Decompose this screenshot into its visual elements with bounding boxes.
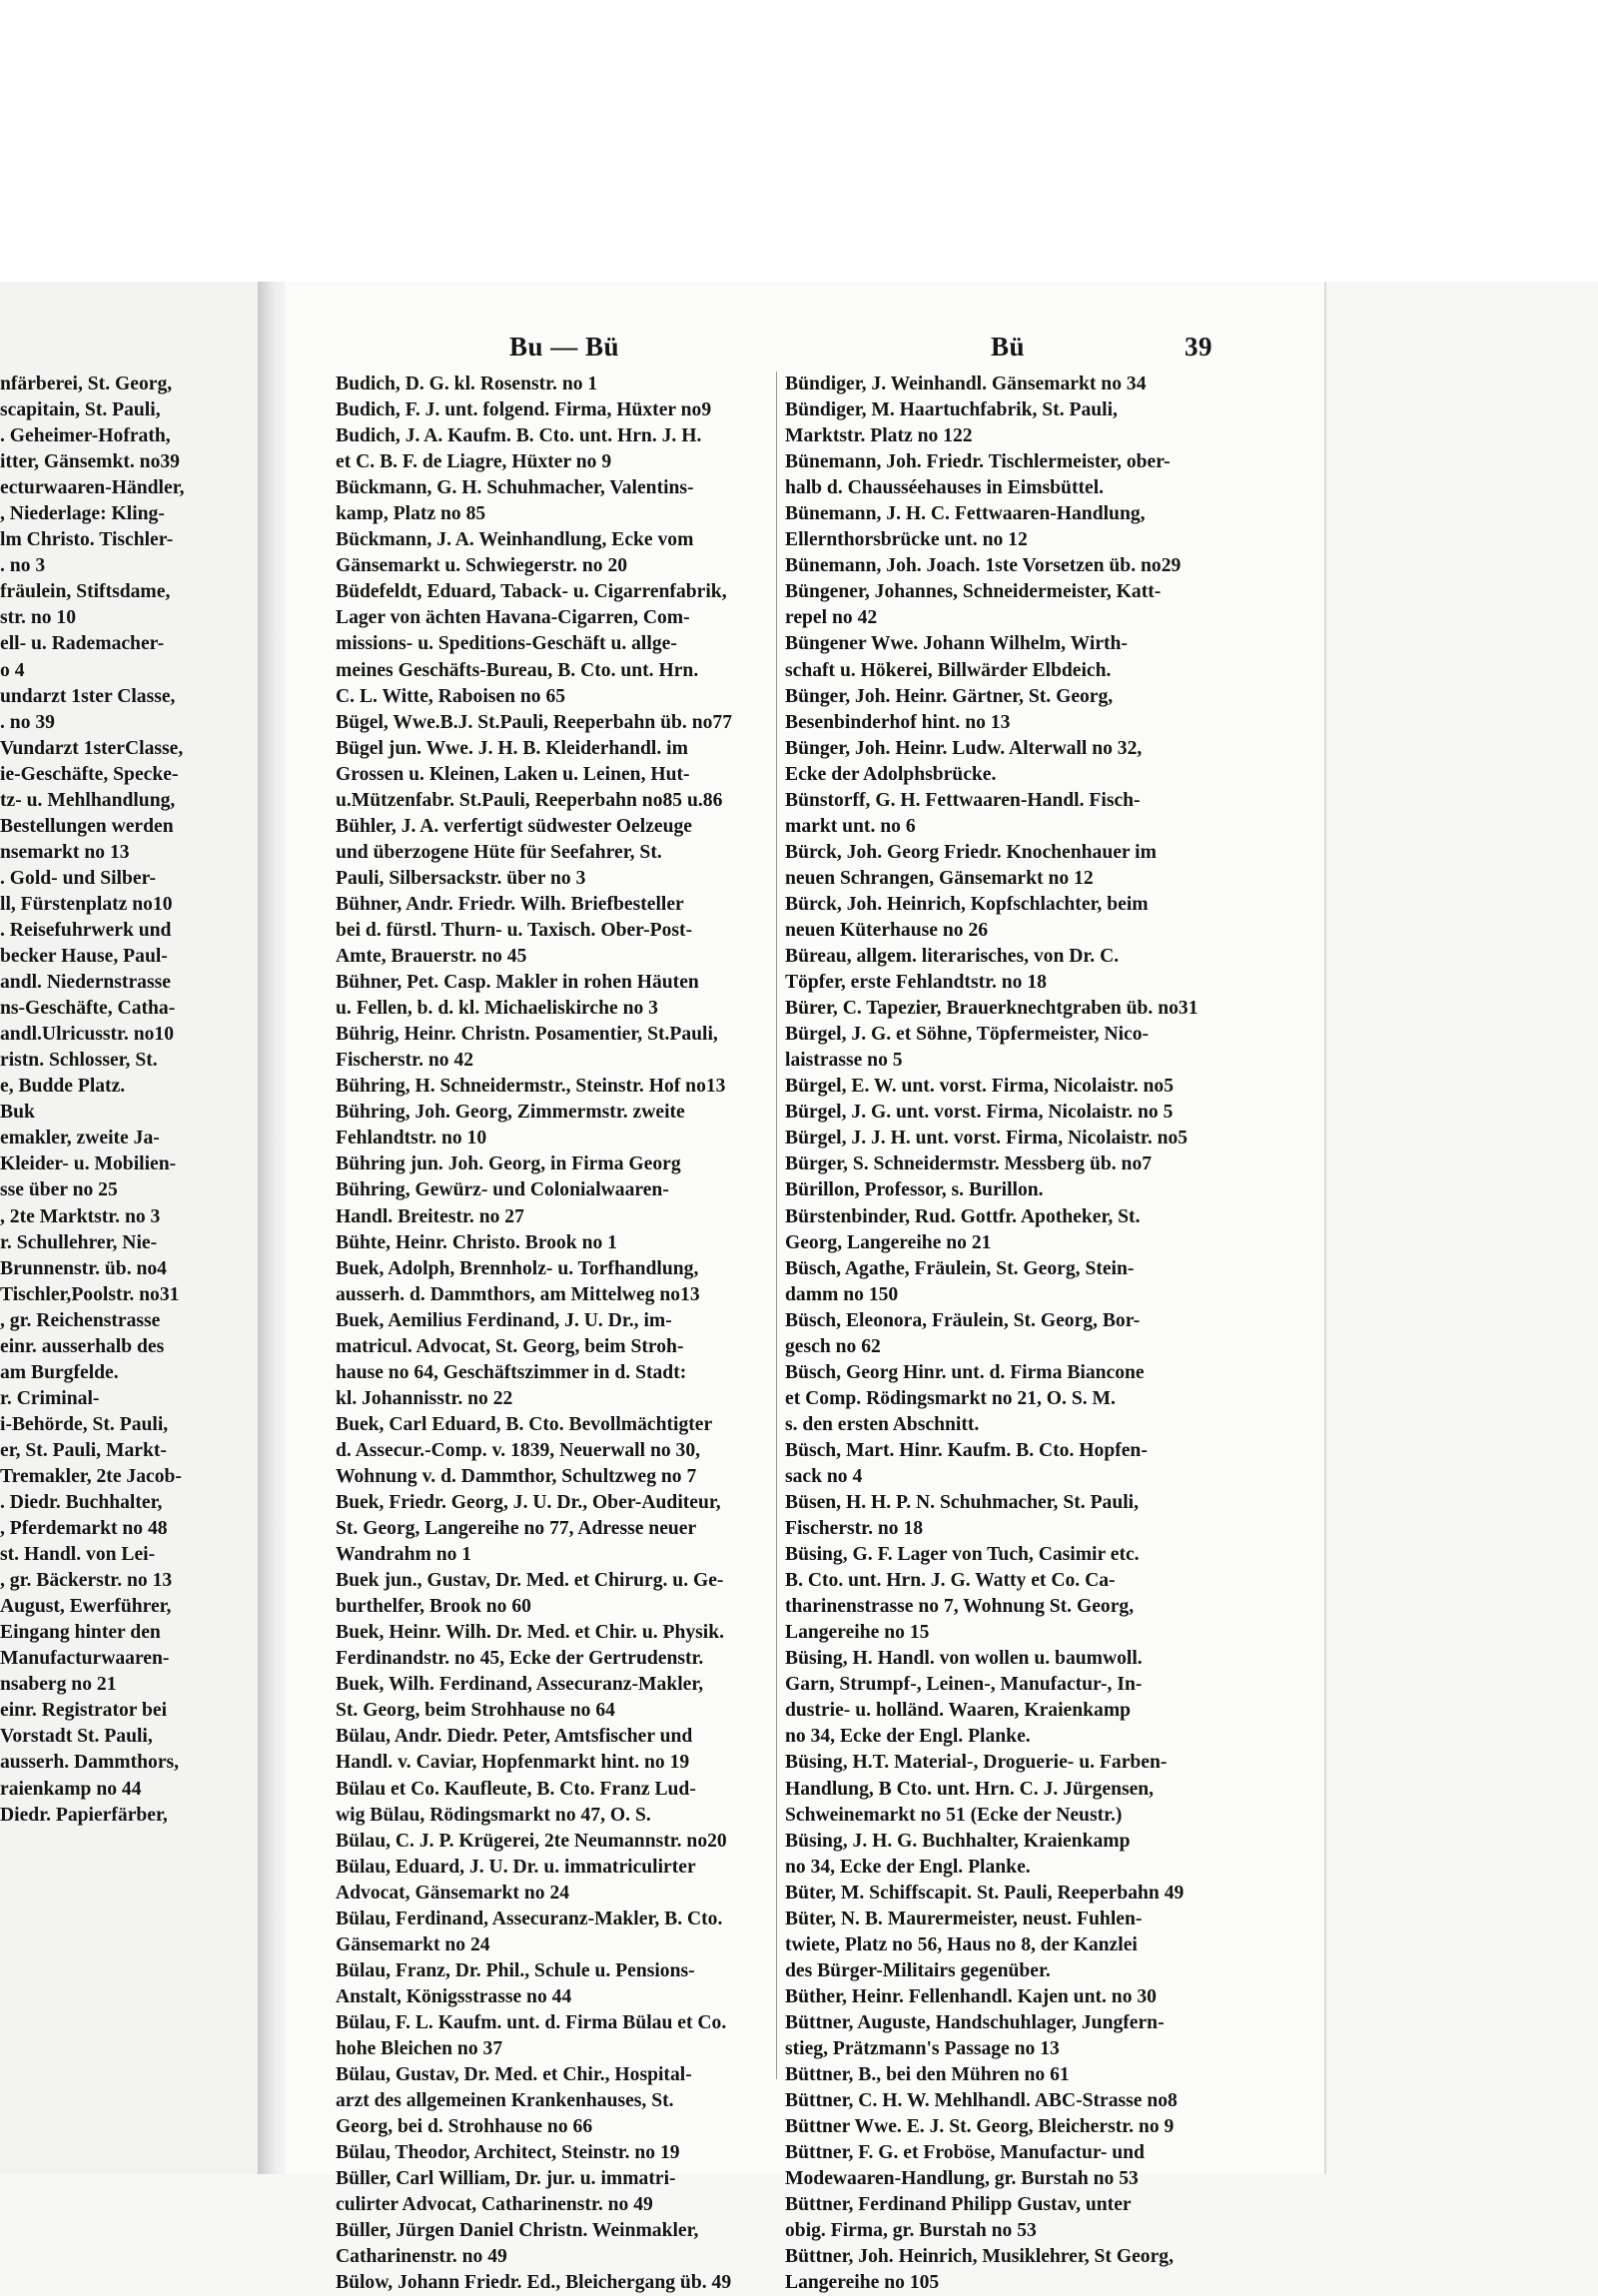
directory-entry-line: Bühring, Joh. Georg, Zimmermstr. zweite [336,1102,685,1124]
previous-page-line: e, Budde Platz. [0,1076,126,1098]
directory-entry-line: Bügel, Wwe.B.J. St.Pauli, Reeperbahn üb. no77 [336,711,733,733]
previous-page-line: Vorstadt St. Pauli, [0,1726,153,1748]
directory-entry-line: Ellernthorsbrücke unt. no 12 [785,529,1028,551]
directory-entry-line: u. Fellen, b. d. kl. Michaeliskirche no 3 [336,998,658,1020]
directory-entry-line: Bürillon, Professor, s. Burillon. [785,1179,1044,1201]
directory-entry-line: kamp, Platz no 85 [336,503,486,525]
directory-entry-line: et C. B. F. de Liagre, Hüxter no 9 [336,451,612,473]
directory-entry-line: Bülau, Ferdinand, Assecuranz-Makler, B. Cto. [336,1908,723,1929]
previous-page-line: ie-Geschäfte, Specke- [0,763,179,785]
directory-entry-line: Budich, D. G. kl. Rosenstr. no 1 [336,374,598,394]
directory-entry-line: Büsch, Georg Hinr. unt. d. Firma Biancone [785,1361,1145,1383]
previous-page-line: Brunnenstr. üb. no4 [0,1257,167,1279]
directory-entry-line: C. L. Witte, Raboisen no 65 [336,685,566,707]
previous-page-line: i-Behörde, St. Pauli, [0,1413,169,1435]
directory-entry-line: Büsch, Eleonora, Fräulein, St. Georg, Bor- [785,1309,1141,1331]
directory-entry-line: Bülau, Gustav, Dr. Med. et Chir., Hospital- [336,2064,692,2086]
directory-entry-line: Bülau, Andr. Diedr. Peter, Amtsfischer und [336,1726,693,1748]
directory-entry-line: Modewaaren-Handlung, gr. Burstah no 53 [785,2168,1139,2190]
directory-entry-line: St. Georg, Langereihe no 77, Adresse neuer [336,1518,697,1540]
directory-entry-line: Bückmann, J. A. Weinhandlung, Ecke vom [336,529,694,551]
directory-entry-line: Bühring jun. Joh. Georg, in Firma Georg [336,1153,681,1175]
previous-page-line: undarzt 1ster Classe, [0,685,176,707]
previous-page-line: ns-Geschäfte, Catha- [0,998,176,1020]
previous-page-line: ll, Fürstenplatz no10 [0,893,173,915]
previous-page-line: emakler, zweite Ja- [0,1128,160,1149]
directory-entry-line: Bührig, Heinr. Christn. Posamentier, St.Pauli, [336,1024,718,1046]
previous-page-line: Buk [0,1102,35,1124]
directory-entry-line: Büsen, H. H. P. N. Schuhmacher, St. Pauli, [785,1492,1140,1514]
directory-entry-line: Bünger, Joh. Heinr. Ludw. Alterwall no 32, [785,737,1143,759]
previous-page-line: einr. Registrator bei [0,1700,168,1722]
directory-entry-line: Bündiger, M. Haartuchfabrik, St. Pauli, [785,399,1118,421]
directory-entry-line: Bürgel, J. G. unt. vorst. Firma, Nicolaistr. no 5 [785,1102,1174,1124]
entries-column-left [336,372,769,2296]
directory-entry-line: Bühler, J. A. verfertigt südwester Oelzeuge [336,815,692,837]
directory-entry-line: Besenbinderhof hint. no 13 [785,711,1011,733]
directory-entry-line: Amte, Brauerstr. no 45 [336,946,527,968]
directory-entry-line: Bürgel, J. J. H. unt. vorst. Firma, Nicolaistr. no5 [785,1128,1189,1149]
directory-entry-line: Georg, bei d. Strohhause no 66 [336,2116,593,2138]
directory-entry-line: B. Cto. unt. Hrn. J. G. Watty et Co. Ca- [785,1570,1116,1592]
previous-page-line: fräulein, Stiftsdame, [0,581,171,603]
previous-page-line: einr. ausserhalb des [0,1335,165,1357]
directory-entry-line: Buek, Aemilius Ferdinand, J. U. Dr., im- [336,1309,672,1331]
previous-page-line: str. no 10 [0,607,77,629]
directory-entry-line: Advocat, Gänsemarkt no 24 [336,1882,570,1904]
directory-entry-line: stieg, Prätzmann's Passage no 13 [785,2038,1060,2059]
directory-entry-line: Handl. Breitestr. no 27 [336,1205,524,1227]
previous-page-line: ecturwaaren-Händler, [0,477,185,499]
directory-entry-line: Büsing, H. Handl. von wollen u. baumwoll. [785,1648,1143,1670]
directory-entry-line: Buek, Wilh. Ferdinand, Assecuranz-Makler, [336,1674,704,1696]
directory-entry-line: Pauli, Silbersackstr. über no 3 [336,867,586,889]
previous-page-line: itter, Gänsemkt. no39 [0,451,180,473]
directory-entry-line: u.Mützenfabr. St.Pauli, Reeperbahn no85 u.86 [336,789,723,811]
directory-entry-line: missions- u. Speditions-Geschäft u. allge- [336,633,677,655]
directory-entry-line: Büsch, Agathe, Fräulein, St. Georg, Stein- [785,1257,1135,1279]
previous-page-line: tz- u. Mehlhandlung, [0,789,176,811]
directory-entry-line: Lager von ächten Havana-Cigarren, Com- [336,607,690,629]
directory-entry-line: Büter, M. Schiffscapit. St. Pauli, Reeperbahn 49 [785,1882,1185,1904]
directory-entry-line: Büttner, Auguste, Handschuhlager, Jungfern- [785,2011,1165,2033]
directory-entry-line: Bülau, Theodor, Architect, Steinstr. no 19 [336,2142,680,2164]
directory-entry-line: Bühte, Heinr. Christo. Brook no 1 [336,1231,617,1253]
previous-page-line: am Burgfelde. [0,1361,119,1383]
directory-entry-line: Bürgel, E. W. unt. vorst. Firma, Nicolaistr. no5 [785,1076,1174,1098]
directory-entry-line: Buek, Carl Eduard, B. Cto. Bevollmächtigter [336,1413,713,1435]
directory-entry-line: Catharinenstr. no 49 [336,2246,507,2268]
directory-entry-line: Büttner, C. H. W. Mehlhandl. ABC-Strasse no8 [785,2090,1178,2112]
directory-entry-line: Wandrahm no 1 [336,1544,472,1566]
directory-entry-line: Bürger, S. Schneidermstr. Messberg üb. no7 [785,1153,1153,1175]
directory-entry-line: Gänsemarkt no 24 [336,1933,490,1955]
previous-page-line: Bestellungen werden [0,815,174,837]
directory-entry-line: Bügel jun. Wwe. J. H. B. Kleiderhandl. im [336,737,688,759]
previous-page-line: Diedr. Papierfärber, [0,1804,168,1826]
directory-entry-line: Büsch, Mart. Hinr. Kaufm. B. Cto. Hopfen- [785,1439,1148,1461]
previous-page-line: . Gold- und Silber- [0,867,157,889]
directory-entry-line: gesch no 62 [785,1335,881,1357]
directory-entry-line: repel no 42 [785,607,878,629]
directory-entry-line: Fehlandtstr. no 10 [336,1128,487,1149]
previous-page-line: , gr. Reichenstrasse [0,1309,161,1331]
previous-page-line: andl.Ulricusstr. no10 [0,1024,175,1046]
previous-page-line: Kleider- u. Mobilien- [0,1153,177,1175]
directory-entry-line: ausserh. d. Dammthors, am Mittelweg no13 [336,1283,700,1305]
column-divider [776,372,777,2079]
directory-entry-line: et Comp. Rödingsmarkt no 21, O. S. M. [785,1387,1116,1409]
directory-entry-line: Buek, Friedr. Georg, J. U. Dr., Ober-Auditeur, [336,1492,721,1514]
directory-entry-line: Bühring, H. Schneidermstr., Steinstr. Hof no13 [336,1076,726,1098]
directory-entry-line: schaft u. Hökerei, Billwärder Elbdeich. [785,659,1112,681]
directory-entry-line: Bülau, C. J. P. Krügerei, 2te Neumannstr. no20 [336,1830,727,1852]
directory-entry-line: hause no 64, Geschäftszimmer in d. Stadt: [336,1361,687,1383]
previous-page-line: andl. Niedernstrasse [0,972,171,994]
directory-entry-line: Georg, Langereihe no 21 [785,1231,992,1253]
directory-entry-line: obig. Firma, gr. Burstah no 53 [785,2220,1037,2242]
directory-entry-line: Büller, Jürgen Daniel Christn. Weinmakler, [336,2220,699,2242]
directory-entry-line: Büdefeldt, Eduard, Taback- u. Cigarrenfabrik, [336,581,727,603]
directory-entry-line: Bühner, Pet. Casp. Makler in rohen Häuten [336,972,699,994]
directory-entry-line: Bürck, Joh. Georg Friedr. Knochenhauer im [785,841,1157,863]
previous-page-line: Tremakler, 2te Jacob- [0,1465,182,1487]
directory-entry-line: Schweinemarkt no 51 (Ecke der Neustr.) [785,1804,1123,1826]
directory-entry-line: tharinenstrasse no 7, Wohnung St. Georg, [785,1596,1135,1618]
previous-page-line: August, Ewerführer, [0,1596,172,1618]
directory-entry-line: Bückmann, G. H. Schuhmacher, Valentins- [336,477,694,499]
directory-entry-line: Fischerstr. no 42 [336,1050,474,1072]
directory-entry-line: und überzogene Hüte für Seefahrer, St. [336,841,662,863]
directory-entry-line: Langereihe no 15 [785,1622,930,1644]
directory-entry-line: Büsing, H.T. Material-, Droguerie- u. Farben- [785,1752,1168,1774]
directory-entry-line: damm no 150 [785,1283,899,1305]
previous-page-line: Vundarzt 1sterClasse, [0,737,184,759]
directory-entry-line: Bündiger, J. Weinhandl. Gänsemarkt no 34 [785,374,1147,394]
directory-entry-line: Anstalt, Königsstrasse no 44 [336,1985,572,2007]
directory-entry-line: arzt des allgemeinen Krankenhauses, St. [336,2090,674,2112]
directory-entry-line: Budich, F. J. unt. folgend. Firma, Hüxter no9 [336,399,712,421]
directory-entry-line: halb d. Chausséehauses in Eimsbüttel. [785,477,1105,499]
directory-entry-line: neuen Schrangen, Gänsemarkt no 12 [785,867,1094,889]
previous-page-line: raienkamp no 44 [0,1778,142,1800]
previous-page-line: . Reisefuhrwerk und [0,919,172,941]
directory-entry-line: laistrasse no 5 [785,1050,903,1072]
directory-entry-line: culirter Advocat, Catharinenstr. no 49 [336,2194,653,2216]
directory-entry-line: s. den ersten Abschnitt. [785,1413,980,1435]
directory-entry-line: Büttner, Ferdinand Philipp Gustav, unter [785,2194,1132,2216]
directory-entry-line: Bühner, Andr. Friedr. Wilh. Briefbesteller [336,893,684,915]
directory-entry-line: Bürer, C. Tapezier, Brauerknechtgraben üb. no31 [785,998,1198,1020]
directory-entry-line: Büngener Wwe. Johann Wilhelm, Wirth- [785,633,1128,655]
directory-entry-line: markt unt. no 6 [785,815,916,837]
previous-page-line: o 4 [0,659,25,681]
previous-page-line: nsemarkt no 13 [0,841,130,863]
directory-entry-line: neuen Küterhause no 26 [785,919,989,941]
previous-page-line: , 2te Marktstr. no 3 [0,1205,161,1227]
previous-page-line: er, St. Pauli, Markt- [0,1439,167,1461]
directory-entry-line: Buek, Heinr. Wilh. Dr. Med. et Chir. u. Physik. [336,1622,725,1644]
directory-entry-line: Bünemann, Joh. Friedr. Tischlermeister, ober- [785,451,1171,473]
directory-entry-line: Bünstorff, G. H. Fettwaaren-Handl. Fisch- [785,789,1141,811]
previous-page-line: nfärberei, St. Georg, [0,374,173,394]
previous-page-line: . no 3 [0,555,46,577]
directory-entry-line: meines Geschäfts-Bureau, B. Cto. unt. Hrn. [336,659,699,681]
directory-entry-line: Ferdinandstr. no 45, Ecke der Gertrudenstr. [336,1648,704,1670]
directory-entry-line: Büther, Heinr. Fellenhandl. Kajen unt. no 30 [785,1985,1157,2007]
directory-entry-line: Büller, Carl William, Dr. jur. u. immatri- [336,2168,676,2190]
previous-page-column [0,372,250,1829]
page-number: 39 [1185,332,1212,362]
directory-entry-line: Gänsemarkt u. Schwiegerstr. no 20 [336,555,628,577]
previous-page-line: ristn. Schlosser, St. [0,1050,158,1072]
directory-entry-line: Bülau et Co. Kaufleute, B. Cto. Franz Lud- [336,1778,696,1800]
running-head-left: Bu — Bü [509,332,620,362]
directory-entry-line: Bülau, Eduard, J. U. Dr. u. immatriculirter [336,1856,696,1878]
directory-entry-line: hohe Bleichen no 37 [336,2038,503,2059]
entries-column-right [785,372,1214,2296]
directory-entry-line: kl. Johannisstr. no 22 [336,1387,513,1409]
directory-entry-line: Ecke der Adolphsbrücke. [785,763,997,785]
directory-entry-line: Bürck, Joh. Heinrich, Kopfschlachter, beim [785,893,1149,915]
directory-entry-line: Büngener, Johannes, Schneidermeister, Katt- [785,581,1162,603]
directory-entry-line: Handl. v. Caviar, Hopfenmarkt hint. no 19 [336,1752,690,1774]
directory-entry-line: sack no 4 [785,1465,863,1487]
directory-entry-line: Buek, Adolph, Brennholz- u. Torfhandlung, [336,1257,699,1279]
directory-entry-line: Büsing, G. F. Lager von Tuch, Casimir etc. [785,1544,1140,1566]
directory-entry-line: no 34, Ecke der Engl. Planke. [785,1856,1031,1878]
directory-entry-line: Bülau, F. L. Kaufm. unt. d. Firma Bülau et Co. [336,2011,727,2033]
directory-entry-line: Garn, Strumpf-, Leinen-, Manufactur-, In- [785,1674,1143,1696]
previous-page-line: Manufacturwaaren- [0,1648,170,1670]
directory-entry-line: bei d. fürstl. Thurn- u. Taxisch. Ober-Post- [336,919,693,941]
directory-entry-line: St. Georg, beim Strohhause no 64 [336,1700,615,1722]
blank-top-margin [0,0,1598,282]
directory-entry-line: Wohnung v. d. Dammthor, Schultzweg no 7 [336,1465,697,1487]
directory-entry-line: Töpfer, erste Fehlandtstr. no 18 [785,972,1047,994]
previous-page-line: . Geheimer-Hofrath, [0,425,171,447]
directory-entry-line: matricul. Advocat, St. Georg, beim Stroh- [336,1335,684,1357]
previous-page-line: Eingang hinter den [0,1622,161,1644]
previous-page-line: lm Christo. Tischler- [0,529,174,551]
previous-page-line: r. Schullehrer, Nie- [0,1231,158,1253]
previous-page-line: . Diedr. Buchhalter, [0,1492,163,1514]
directory-entry-line: Bünemann, J. H. C. Fettwaaren-Handlung, [785,503,1146,525]
directory-entry-line: des Bürger-Militairs gegenüber. [785,1959,1051,1981]
directory-entry-line: Handlung, B Cto. unt. Hrn. C. J. Jürgensen, [785,1778,1155,1800]
directory-entry-line: burthelfer, Brook no 60 [336,1596,531,1618]
directory-entry-line: wig Bülau, Rödingsmarkt no 47, O. S. [336,1804,651,1826]
directory-entry-line: Büter, N. B. Maurermeister, neust. Fuhlen- [785,1908,1143,1929]
directory-entry-line: Langereihe no 105 [785,2272,940,2294]
directory-entry-line: Bühring, Gewürz- und Colonialwaaren- [336,1179,669,1201]
directory-entry-line: no 34, Ecke der Engl. Planke. [785,1726,1031,1748]
previous-page-line: , Pferdemarkt no 48 [0,1518,168,1540]
directory-entry-line: Bülau, Franz, Dr. Phil., Schule u. Pensions- [336,1959,695,1981]
previous-page-line: st. Handl. von Lei- [0,1544,156,1566]
directory-entry-line: Grossen u. Kleinen, Laken u. Leinen, Hut- [336,763,690,785]
previous-page-line: r. Criminal- [0,1387,100,1409]
directory-entry-line: Büreau, allgem. literarisches, von Dr. C. [785,946,1120,968]
directory-entry-line: Budich, J. A. Kaufm. B. Cto. unt. Hrn. J. H. [336,425,702,447]
directory-entry-line: Fischerstr. no 18 [785,1518,924,1540]
book-gutter [258,282,286,2174]
directory-entry-line: d. Assecur.-Comp. v. 1839, Neuerwall no 30, [336,1439,701,1461]
directory-entry-line: Büttner, F. G. et Froböse, Manufactur- und [785,2142,1145,2164]
running-head-right: Bü [991,332,1026,362]
previous-page-line: , gr. Bäckerstr. no 13 [0,1570,173,1592]
previous-page-line: , Niederlage: Kling- [0,503,165,525]
directory-entry-line: Bülow, Johann Friedr. Ed., Bleichergang üb. 49 [336,2272,732,2294]
previous-page-line: nsaberg no 21 [0,1674,117,1696]
previous-page-line: . no 39 [0,711,55,733]
directory-entry-line: Marktstr. Platz no 122 [785,425,973,447]
directory-entry-line: Buek jun., Gustav, Dr. Med. et Chirurg. u. Ge- [336,1570,724,1592]
previous-page-edge [0,282,262,2174]
previous-page-line: scapitain, St. Pauli, [0,399,161,421]
directory-entry-line: Büsing, J. H. G. Buchhalter, Kraienkamp [785,1830,1131,1852]
previous-page-line: Tischler,Poolstr. no31 [0,1283,180,1305]
directory-entry-line: dustrie- u. holländ. Waaren, Kraienkamp [785,1700,1132,1722]
directory-entry-line: Bürgel, J. G. et Söhne, Töpfermeister, Nico- [785,1024,1150,1046]
previous-page-line: sse über no 25 [0,1179,118,1201]
previous-page-line: becker Hause, Paul- [0,946,168,968]
directory-entry-line: Bünemann, Joh. Joach. 1ste Vorsetzen üb. no29 [785,555,1182,577]
directory-entry-line: Büttner, B., bei den Mühren no 61 [785,2064,1070,2086]
previous-page-line: ausserh. Dammthors, [0,1752,180,1774]
directory-entry-line: Büttner Wwe. E. J. St. Georg, Bleicherstr. no 9 [785,2116,1175,2138]
directory-entry-line: Bürstenbinder, Rud. Gottfr. Apotheker, St. [785,1205,1141,1227]
directory-entry-line: twiete, Platz no 56, Haus no 8, der Kanzlei [785,1933,1138,1955]
previous-page-line: ell- u. Rademacher- [0,633,165,655]
directory-entry-line: Bünger, Joh. Heinr. Gärtner, St. Georg, [785,685,1114,707]
directory-entry-line: Büttner, Joh. Heinrich, Musiklehrer, St Georg, [785,2246,1174,2268]
